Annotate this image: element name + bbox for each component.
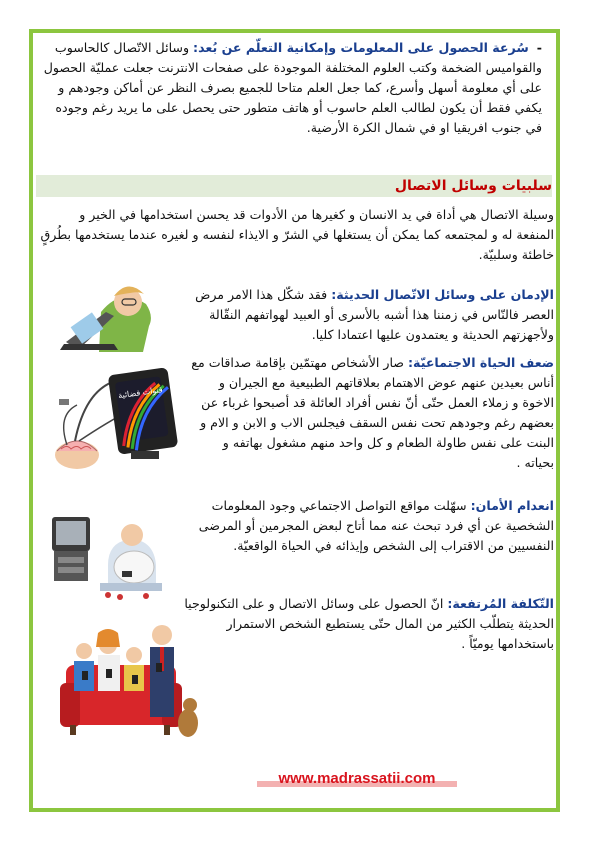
point-safety-text: سهّلت مواقع التواصل الاجتماعي وجود المعلومات الشخصية عن أي فرد تبحث عنه مما أتاح لبعض المجرمين أو المرضى النفسيين من الاقتراب إلى الشخص وإيذائه في الحياة الواقعيّة.: [198, 498, 554, 553]
point-safety: [170, 496, 554, 556]
intro-bullet: -: [536, 40, 542, 55]
point-addiction-title: الإدمان على وسائل الاتّصال الحديثة:: [331, 287, 554, 302]
tv-brain-illustration: [47, 355, 187, 475]
intro-text: وسائل الاتّصال كالحاسوب والقواميس الضخمة وكتب العلوم المختلفة الموجودة على صفحات الانترنت جعلت عمليّة الحصول على أي معلومة أسهل وأسرع، كما جعل العلم متاحا للجميع بصرف النظر عن أماكن وجودهم و يكفي فقط أن يكون لطالب العلم حاسوب أو هاتف متطور حتى يحصل على ما يريد رغم وجوده في جنوب افريقيا او في شمال الكرة الأرضية.: [43, 40, 542, 135]
point-social-life: [190, 353, 554, 473]
point-social-life-title: ضعف الحياة الاجتماعيّة:: [408, 355, 554, 370]
tv-couch-illustration: [50, 505, 168, 605]
point-social-life-text: صار الأشخاص مهتمّين بإقامة صداقات مع أناس بعيدين عنهم عوض الاهتمام بعلاقاتهم الطبيعية مع الجيران و الاخوة و زملاء العمل حتّى أنّ نفس أفراد العائلة قد أصبحوا غرباء عن بعضهم رغم وجودهم تحت نفس السقف فيجلس الاب و الابن و الام و البنت على نفس طاولة الطعام و كل واحد منهم مشغول بهاتفه و بحياته .: [191, 355, 554, 470]
point-cost-text: انّ الحصول على وسائل الاتصال و على التكنولوجيا الحديثة يتطلّب الكثير من المال حتّى يستطيع الشخص الاستمرار باستخدامها يوميّاً .: [184, 596, 554, 651]
point-cost: [170, 594, 554, 654]
section-intro: وسيلة الاتصال هي أداة في يد الانسان و كغيرها من الأدوات قد يحسن استخدامها في الخير و المنفعة له و لمجتمعه كما يمكن أن يستغلها في الشرّ و الايذاء لنفسه و لغيره عندما يستخدمها بطُرقٍ خاطئة وسلبيّة.: [40, 207, 554, 262]
section-heading: سلبيات وسائل الاتصال: [394, 178, 552, 194]
family-sofa-illustration: [60, 615, 200, 750]
tv-screen-label: قنوات فضائية: [117, 385, 164, 401]
intro-title: سُرعة الحصول على المعلومات وإمكانية التعلّم عن بُعد:: [193, 40, 529, 55]
point-safety-title: انعدام الأمان:: [470, 498, 554, 513]
footer-website-link[interactable]: www.madrassatii.com: [257, 768, 457, 790]
intro-paragraph: [42, 38, 542, 138]
point-addiction-text: فقد شكّل هذا الامر مرض العصر فالنّاس في زمننا هذا أشبه بالأسرى أو العبيد لهواتفهم النقّالة ولأجهزتهم الحديثة و يعتمدون عليها اعتمادا كليا.: [195, 287, 554, 342]
point-cost-title: التّكلفة المُرتفعة:: [447, 596, 554, 611]
point-addiction: [190, 285, 554, 345]
boy-laptop-illustration: [56, 282, 186, 352]
